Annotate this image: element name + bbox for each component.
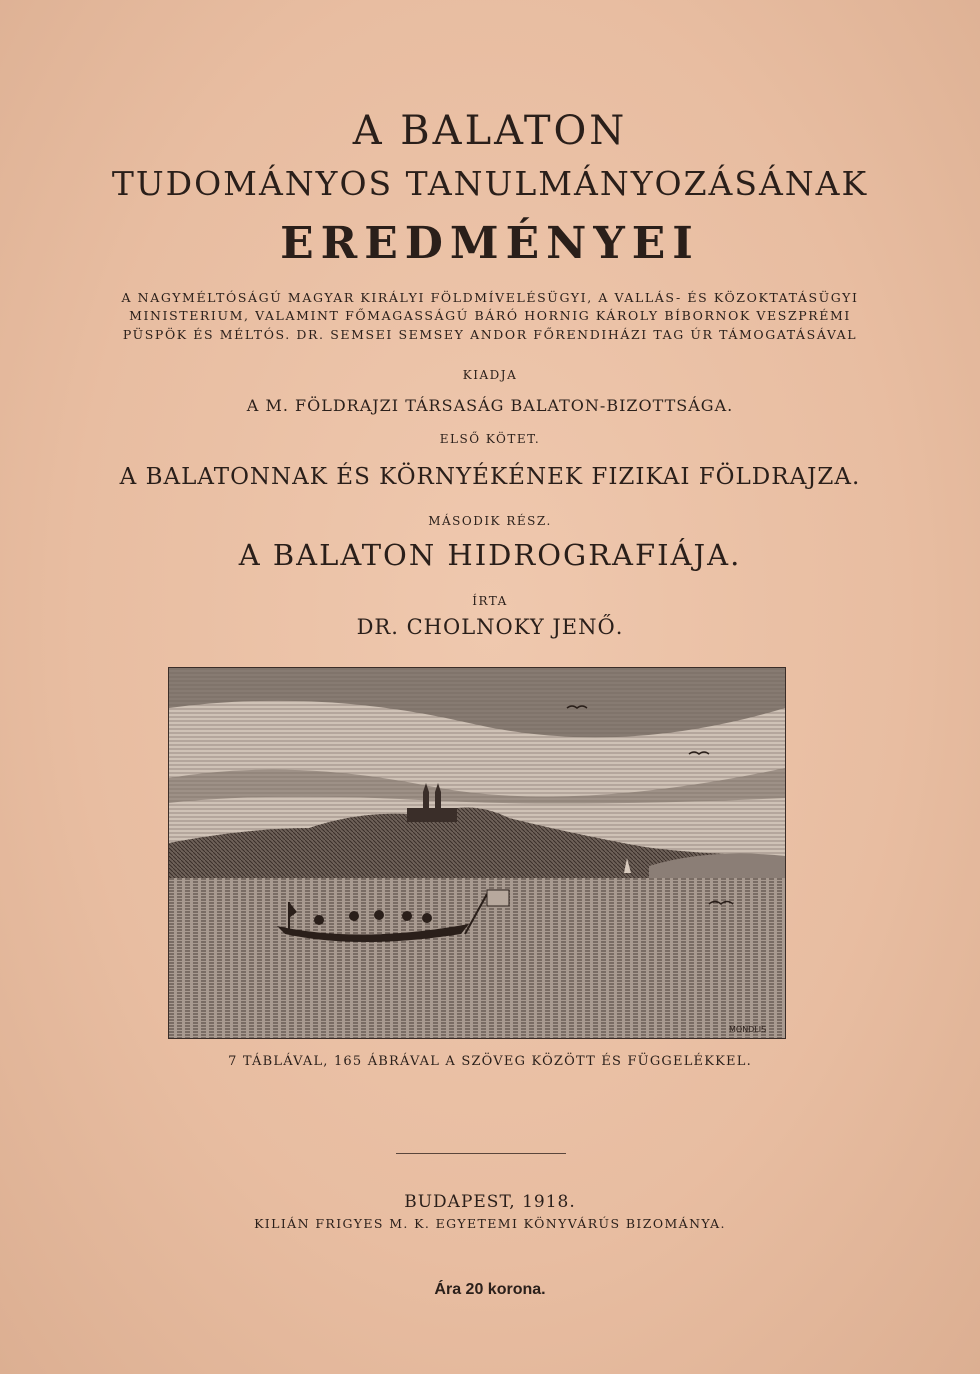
publisher-label: KIADJA (462, 368, 518, 382)
city-year: BUDAPEST, 1918. (404, 1192, 576, 1212)
lake-water (169, 878, 785, 1038)
sponsor-line-3: PÜSPÖK ÉS MÉLTÓS. DR. SEMSEI SEMSEY ANDOR FŐRENDIHÁZI TAG ÚR TÁMOGATÁSÁVAL (122, 327, 858, 342)
volume-label: ELSŐ KÖTET. (439, 432, 541, 446)
author-label: ÍRTA (472, 594, 508, 608)
author-name: DR. CHOLNOKY JENŐ. (356, 615, 624, 639)
title-line-1: A BALATON (352, 108, 628, 154)
part-title: A BALATON HIDROGRAFIÁJA. (238, 538, 742, 572)
sponsor-line-1: A NAGYMÉLTÓSÁGÚ MAGYAR KIRÁLYI FÖLDMÍVELÉSÜGYI, A VALLÁS- ÉS KÖZOKTATÁSÜGYI (121, 290, 859, 305)
bookseller: KILIÁN FRIGYES M. K. EGYETEMI KÖNYVÁRÚS BIZOMÁNYA. (254, 1216, 726, 1231)
title-line-3: EREDMÉNYEI (280, 218, 700, 269)
engraving-svg (169, 668, 785, 1038)
illustration-caption: 7 TÁBLÁVAL, 165 ÁBRÁVAL A SZÖVEG KÖZÖTT ÉS FÜGGELÉKKEL. (228, 1054, 752, 1069)
lake-illustration (168, 667, 786, 1039)
part-label: MÁSODIK RÉSZ. (428, 514, 552, 528)
title-line-2: TUDOMÁNYOS TANULMÁNYOZÁSÁNAK (111, 164, 869, 203)
volume-title: A BALATONNAK ÉS KÖRNYÉKÉNEK FIZIKAI FÖLDRAJZA. (119, 464, 861, 490)
sponsor-line-2: MINISTERIUM, VALAMINT FŐMAGASSÁGÚ BÁRÓ HORNIG KÁROLY BÍBORNOK VESZPRÉMI (129, 308, 851, 323)
price: Ára 20 korona. (434, 1281, 546, 1298)
society-name: A M. FÖLDRAJZI TÁRSASÁG BALATON-BIZOTTSÁGA. (246, 396, 734, 415)
divider-rule (396, 1153, 566, 1154)
engraver-signature: MONDLIS (729, 1025, 767, 1034)
